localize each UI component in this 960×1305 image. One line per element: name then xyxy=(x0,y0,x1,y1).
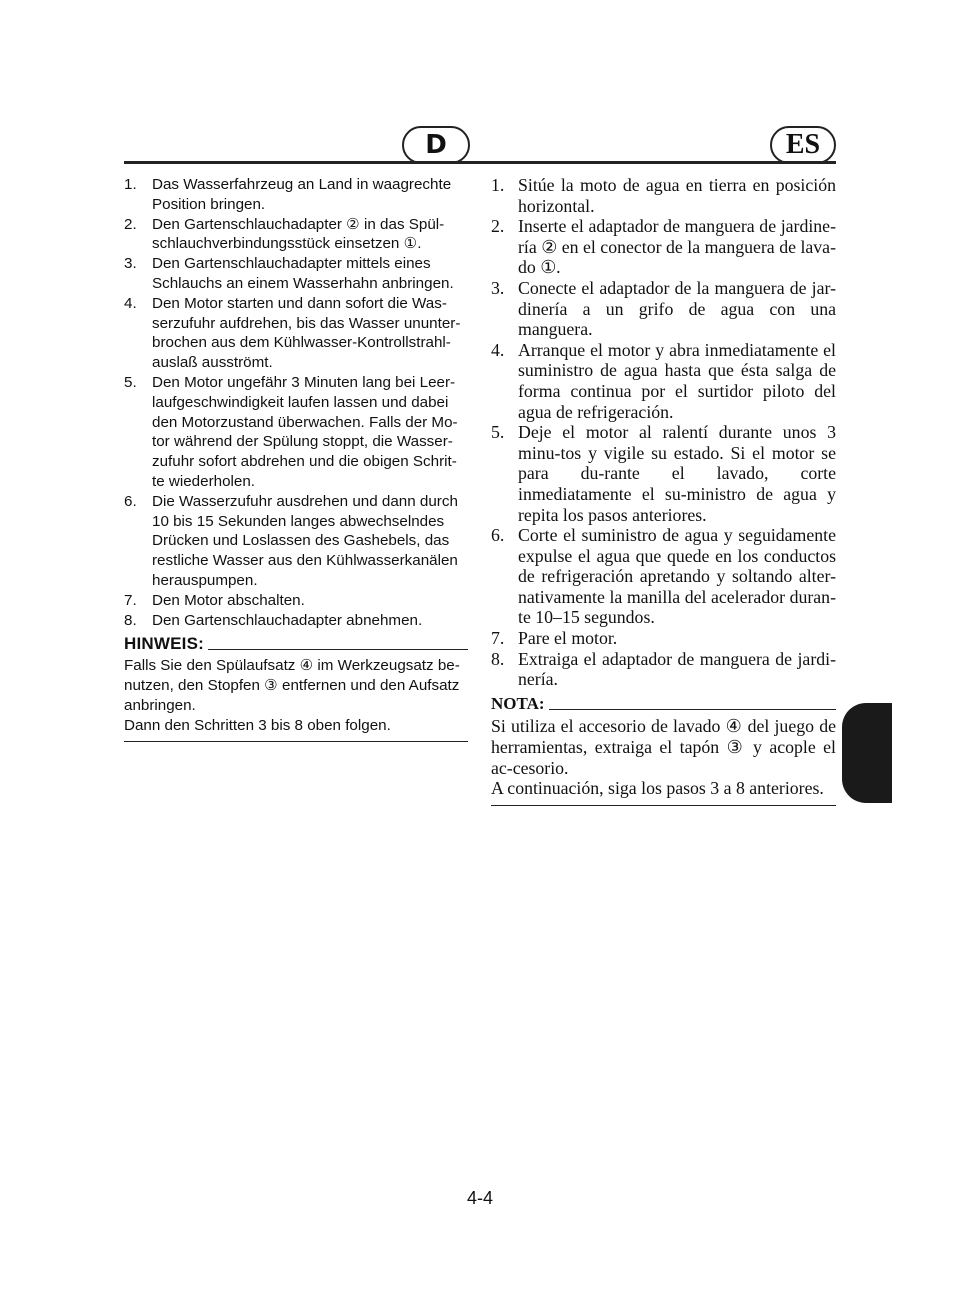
step-item xyxy=(491,628,836,649)
step-item xyxy=(124,175,468,215)
step-item xyxy=(124,373,468,492)
step-text: Deje el motor al ralentí durante unos 3 minu-tos y vigile su estado. Si el motor se para du-rante el lavado, corte inmediatamente el su-ministro de agua y repita los pasos anteriores. xyxy=(518,422,836,525)
note-text: Falls Sie den Spülaufsatz ④ im Werkzeugsatz be-nutzen, den Stopfen ③ entfernen und den Aufsatz anbringen. Dann den Schritten 3 bis 8 oben folgen. xyxy=(124,656,468,742)
step-number: 8. xyxy=(124,611,137,629)
step-item xyxy=(124,254,468,294)
step-item xyxy=(124,492,468,591)
step-item xyxy=(124,215,468,255)
step-number: 6. xyxy=(124,492,137,510)
step-number: 7. xyxy=(491,628,505,649)
step-number: 3. xyxy=(124,255,137,273)
step-item xyxy=(491,216,836,278)
step-text: Pare el motor. xyxy=(518,628,618,649)
step-item xyxy=(124,294,468,373)
step-item xyxy=(124,611,468,631)
step-number: 1. xyxy=(491,175,505,195)
step-text: Die Wasserzufuhr ausdrehen und dann durch 10 bis 15 Sekunden langes abwechselndes Drücken und Loslassen des Gashebels, das restliche Wasser aus den Kühlwasserkanälen herauspumpen. xyxy=(152,492,458,589)
step-text: Das Wasserfahrzeug an Land in waagrechte Position bringen. xyxy=(152,176,452,213)
step-item xyxy=(491,422,836,525)
step-text: Den Motor starten und dann sofort die Was-serzufuhr aufdrehen, bis das Wasser ununter-brochen aus dem Kühlwasser-Kontrollstrahl-auslaß ausströmt. xyxy=(152,294,461,372)
step-item xyxy=(491,649,836,690)
spanish-steps xyxy=(491,175,836,690)
step-item xyxy=(491,525,836,628)
step-text: Den Motor abschalten. xyxy=(152,591,305,609)
step-number: 3. xyxy=(491,277,505,298)
step-number: 5. xyxy=(124,373,137,391)
header-rule xyxy=(124,161,836,164)
note-text: Si utiliza el accesorio de lavado ④ del juego de herramientas, extraiga el tapón ③ y acople el ac-cesorio. A continuación, siga los pasos 3 a 8 anteriores. xyxy=(491,716,836,805)
step-item xyxy=(491,340,836,422)
language-badge-spanish: ES xyxy=(770,126,836,164)
step-number: 1. xyxy=(124,176,137,193)
step-text: Conecte el adaptador de la manguera de jar-dinería a un grifo de agua con una manguera. xyxy=(518,277,836,340)
note-header xyxy=(491,694,836,715)
german-column xyxy=(124,175,468,742)
step-text: Arranque el motor y abra inmediatamente el suministro de agua hasta que ésta salga de forma continua por el surtidor piloto del agua de refrigeración. xyxy=(518,339,836,422)
step-text: Den Gartenschlauchadapter ② in das Spül-schlauchverbindungsstück einsetzen ①. xyxy=(152,215,445,253)
note-rule xyxy=(549,709,836,711)
step-text: Inserte el adaptador de manguera de jardine-ría ② en el conector de la manguera de lava-do ①. xyxy=(518,216,836,278)
step-item xyxy=(124,591,468,611)
step-number: 2. xyxy=(491,216,505,237)
language-badge-german: D xyxy=(402,126,470,164)
step-text: Extraiga el adaptador de manguera de jardi-nería. xyxy=(518,648,836,690)
note-title: NOTA: xyxy=(491,693,545,713)
step-number: 8. xyxy=(491,648,505,669)
step-number: 2. xyxy=(124,215,137,233)
step-number: 4. xyxy=(491,339,505,360)
step-text: Den Gartenschlauchadapter mittels eines Schlauchs an einem Wasserhahn anbringen. xyxy=(152,255,454,292)
note-header xyxy=(124,634,468,654)
note-title: HINWEIS: xyxy=(124,634,204,654)
german-steps xyxy=(124,175,468,630)
step-text: Den Gartenschlauchadapter abnehmen. xyxy=(152,611,423,629)
step-number: 7. xyxy=(124,591,137,609)
step-text: Den Motor ungefähr 3 Minuten lang bei Leer-laufgeschwindigkeit laufen lassen und dabei den Motorzustand überwachen. Falls der Mo-tor während der Spülung stoppt, die Wasser-zufuhr sofort abdrehen und die obigen Schrit-te wiederholen. xyxy=(152,373,458,490)
step-item xyxy=(491,175,836,216)
step-text: Sitúe la moto de agua en tierra en posición horizontal. xyxy=(518,175,836,216)
spanish-column xyxy=(491,175,836,806)
step-number: 4. xyxy=(124,294,137,312)
note-rule xyxy=(208,649,468,651)
step-number: 6. xyxy=(491,525,505,546)
step-item xyxy=(491,278,836,340)
page-number: 4-4 xyxy=(466,1188,493,1208)
section-thumb-tab xyxy=(842,703,892,803)
step-text: Corte el suministro de agua y seguidamente expulse el agua que quede en los conductos de refrigeración apretando y soltando alter-nativamente la manilla del acelerador duran-te 10–15 segundos. xyxy=(518,525,836,628)
step-number: 5. xyxy=(491,422,505,443)
